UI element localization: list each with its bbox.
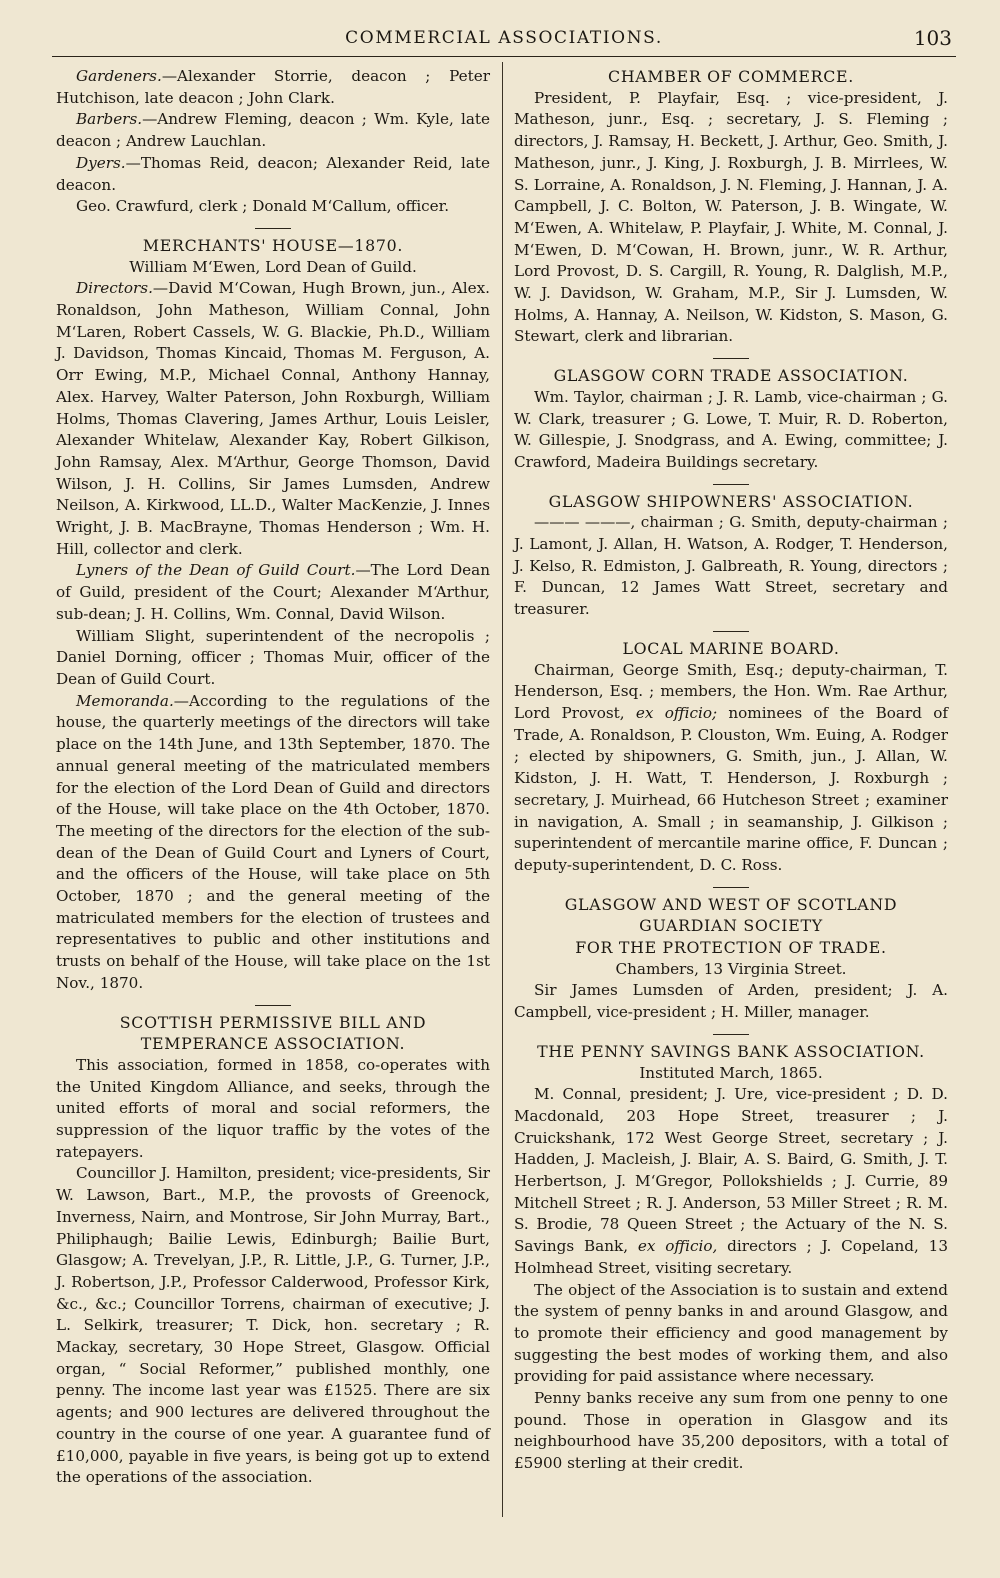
lyners-text: —The Lord Dean of Guild, president of the Court; Alexander M‘Arthur, sub-dean; J. H. Collins, Wm. Connal, David Wilson. xyxy=(56,561,490,623)
page-number: 103 xyxy=(913,26,952,50)
guardian-heading-3: FOR THE PROTECTION OF TRADE. xyxy=(575,938,887,958)
lyners-label: Lyners of the Dean of Guild Court. xyxy=(76,561,356,580)
clerk-line: Geo. Crawfurd, clerk ; Donald M‘Callum, officer. xyxy=(76,197,450,216)
marine-board-text xyxy=(514,660,948,877)
merchants-dean: William M‘Ewen, Lord Dean of Guild. xyxy=(129,257,417,276)
right-column xyxy=(514,66,948,1475)
gardeners-label: Gardeners. xyxy=(76,67,162,85)
penny-bank-instituted: Instituted March, 1865. xyxy=(639,1063,823,1082)
directors-label: Directors. xyxy=(76,279,153,298)
section-divider xyxy=(713,484,749,485)
necropolis-entry: William Slight, superintendent of the necropolis ; Daniel Dorning, officer ; Thomas Muir, officer of the Dean of Guild Court. xyxy=(56,626,490,688)
directors-entry xyxy=(56,278,490,560)
dyers-text: —Thomas Reid, deacon; Alexander Reid, late deacon. xyxy=(56,153,490,194)
barbers-text: —Andrew Fleming, deacon ; Wm. Kyle, late deacon ; Andrew Lauchlan. xyxy=(56,110,490,151)
penny-bank-deposits: Penny banks receive any sum from one penny to one pound. Those in operation in Glasgow and its neighbourhood have 35,200 depositors, with a total of £5900 sterling at their credit. xyxy=(514,1389,948,1473)
guardian-heading-2: GUARDIAN SOCIETY xyxy=(639,916,823,936)
column-rule xyxy=(502,62,503,1517)
scottish-description: This association, formed in 1858, co-operates with the United Kingdom Alliance, and seeks, through the united efforts of moral and social reformers, the suppression of the liquor traffic by the votes of the ratepayers. xyxy=(56,1055,490,1161)
scottish-officers: Councillor J. Hamilton, president; vice-presidents, Sir W. Lawson, Bart., M.P., the provosts of Greenock, Inverness, Nairn, and Montrose, Sir John Murray, Bart., Philiphaugh; Bailie Lewis, Edinburgh; Bailie Burt, Glasgow; A. Trevelyan, J.P., R. Little, J.P., G. Turner, J.P., J. Robertson, J.P., Professor Calderwood, Professor Kirk, &c., &c.; Councillor Torrens, chairman of executive; J. L. Selkirk, treasurer; T. Dick, hon. secretary ; R. Mackay, secretary, 30 Hope Street, Glasgow. Official organ, “ Social Reformer,” published monthly, one penny. The income last year was £1525. There are six agents; and 900 lectures are delivered throughout the country in the course of one year. A guarantee fund of £10,000, payable in five years, is being got up to extend the operations of the association. xyxy=(56,1164,490,1487)
penny-text-a: M. Connal, president; J. Ure, vice-president ; D. D. Macdonald, 203 Hope Street, treasurer ; J. Cruickshank, 172 West George Street, secretary ; J. Hadden, J. Macleish, J. Blair, A. S. Baird, G. Smith, J. T. Herbertson, J. M‘Gregor, Pollokshields ; J. Currie, 89 Mitchell Street ; R. J. Anderson, 53 Miller Street ; R. M. S. Brodie, 78 Queen Street ; the Actuary of the N. S. Savings Bank, xyxy=(514,1085,948,1256)
corn-trade-heading: GLASGOW CORN TRADE ASSOCIATION. xyxy=(553,366,909,386)
left-column xyxy=(56,66,490,1489)
marine-board-heading: LOCAL MARINE BOARD. xyxy=(622,638,840,658)
section-divider xyxy=(713,358,749,359)
section-divider xyxy=(713,1034,749,1035)
section-divider xyxy=(255,228,291,229)
marine-ex-officio: ex officio; xyxy=(635,703,718,722)
memoranda-entry xyxy=(56,691,490,995)
chamber-text: President, P. Playfair, Esq. ; vice-president, J. Matheson, junr., Esq. ; secretary, J. S. Fleming ; directors, J. Ramsay, H. Beckett, J. Arthur, Geo. Smith, J. Matheson, junr., J. King, J. Roxburgh, J. B. Mirrlees, W. S. Lorraine, A. Ronaldson, J. N. Fleming, J. Hannan, J. A. Campbell, J. C. Bolton, W. Paterson, J. B. Wingate, W. M‘Ewen, A. Whitelaw, P. Playfair, J. White, M. Connal, J. M‘Ewen, D. M‘Cowan, H. Brown, junr., W. R. Arthur, Lord Provost, D. S. Cargill, R. Young, R. Dalglish, M.P., W. J. Davidson, W. Graham, M.P., Sir J. Lumsden, W. Holms, A. Hannay, A. Neilson, W. Kidston, S. Mason, G. Stewart, clerk and librarian. xyxy=(514,88,948,346)
barbers-label: Barbers. xyxy=(76,110,143,129)
gardeners-text: —Alexander Storrie, deacon ; Peter Hutchison, late deacon ; John Clark. xyxy=(56,67,490,107)
penny-bank-object: The object of the Association is to sustain and extend the system of penny banks in and around Glasgow, and to promote their efficiency and good management by suggesting the best modes of working them, and also providing for paid assistance where necessary. xyxy=(514,1280,948,1386)
dyers-entry xyxy=(56,153,490,196)
shipowners-text: ——— ———, chairman ; G. Smith, deputy-chairman ; J. Lamont, J. Allan, H. Watson, A. Rodger, T. Henderson, J. Kelso, R. Edmiston, J. Galbreath, R. Young, directors ; F. Duncan, 12 James Watt Street, secretary and treasurer. xyxy=(514,513,948,619)
running-head: COMMERCIAL ASSOCIATIONS. xyxy=(345,28,663,48)
directors-text: —David M‘Cowan, Hugh Brown, jun., Alex. Ronaldson, John Matheson, William Connal, John M‘Laren, Robert Cassels, W. G. Blackie, Ph.D., William J. Davidson, Thomas Kincaid, Thomas M. Ferguson, A. Orr Ewing, M.P., Michael Connal, Anthony Hannay, Alex. Harvey, Walter Paterson, John Roxburgh, William Holms, Thomas Clavering, James Arthur, Louis Leisler, Alexander Whitelaw, Alexander Kay, Robert Gilkison, John Ramsay, Alex. M‘Arthur, George Thomson, David Wilson, J. H. Collins, Sir James Lumsden, Andrew Neilson, A. Kirkwood, LL.D., Walter MacKenzie, J. Innes Wright, J. B. MacBrayne, Thomas Henderson ; Wm. H. Hill, collector and clerk. xyxy=(56,279,490,558)
barbers-entry xyxy=(56,109,490,152)
penny-bank-officers xyxy=(514,1084,948,1279)
guardian-heading-1: GLASGOW AND WEST OF SCOTLAND xyxy=(564,894,898,914)
penny-bank-heading: THE PENNY SAVINGS BANK ASSOCIATION. xyxy=(537,1041,925,1061)
page-header xyxy=(52,26,956,57)
marine-text-b: nominees of the Board of Trade, A. Ronaldson, P. Clouston, Wm. Euing, A. Rodger ; elected by shipowners, G. Smith, jun., J. Allan, W. Kidston, J. H. Watt, T. Henderson, J. Roxburgh ; secretary, J. Muirhead, 66 Hutcheson Street ; examiner in navigation, A. Small ; in seamanship, J. Gilkison ; superintendent of mercantile marine office, F. Duncan ; deputy-superintendent, D. C. Ross. xyxy=(514,703,948,874)
lyners-entry xyxy=(56,560,490,625)
corn-trade-text: Wm. Taylor, chairman ; J. R. Lamb, vice-chairman ; G. W. Clark, treasurer ; G. Lowe, T. Muir, R. D. Roberton, W. Gillespie, J. Snodgrass, and A. Ewing, committee; J. Crawford, Madeira Buildings secretary. xyxy=(514,387,948,471)
shipowners-heading: GLASGOW SHIPOWNERS' ASSOCIATION. xyxy=(548,491,914,511)
section-divider xyxy=(713,631,749,632)
dyers-label: Dyers. xyxy=(76,153,126,172)
section-divider xyxy=(713,887,749,888)
guardian-text: Sir James Lumsden of Arden, president; J. A. Campbell, vice-president ; H. Miller, manager. xyxy=(514,981,948,1022)
gardeners-entry xyxy=(56,66,490,109)
penny-text-b: directors ; J. Copeland, 13 Holmhead Street, visiting secretary. xyxy=(514,1237,948,1277)
chamber-of-commerce-heading: CHAMBER OF COMMERCE. xyxy=(608,67,854,86)
guardian-chambers: Chambers, 13 Virginia Street. xyxy=(615,959,847,978)
scottish-permissive-heading: SCOTTISH PERMISSIVE BILL AND TEMPERANCE ASSOCIATION. xyxy=(119,1012,427,1054)
merchants-house-heading: MERCHANTS' HOUSE—1870. xyxy=(142,235,404,255)
memoranda-text: —According to the regulations of the house, the quarterly meetings of the directors will take place on the 14th June, and 13th September, 1870. The annual general meeting of the matriculated members for the election of the Lord Dean of Guild and directors of the House, will take place on the 4th October, 1870. The meeting of the directors for the election of the sub-dean of the Dean of Guild Court and Lyners of Court, and the officers of the House, will take place on 5th October, 1870 ; and the general meeting of the matriculated members for the election of trustees and representatives to public and other institutions and trusts on behalf of the House, will take place on the 1st Nov., 1870. xyxy=(56,691,490,992)
marine-text-a: Chairman, George Smith, Esq.; deputy-chairman, T. Henderson, Esq. ; members, the Hon. Wm. Rae Arthur, Lord Provost, xyxy=(514,660,948,722)
memoranda-label: Memoranda. xyxy=(76,691,174,710)
penny-ex-officio: ex officio, xyxy=(637,1237,718,1256)
section-divider xyxy=(255,1005,291,1006)
